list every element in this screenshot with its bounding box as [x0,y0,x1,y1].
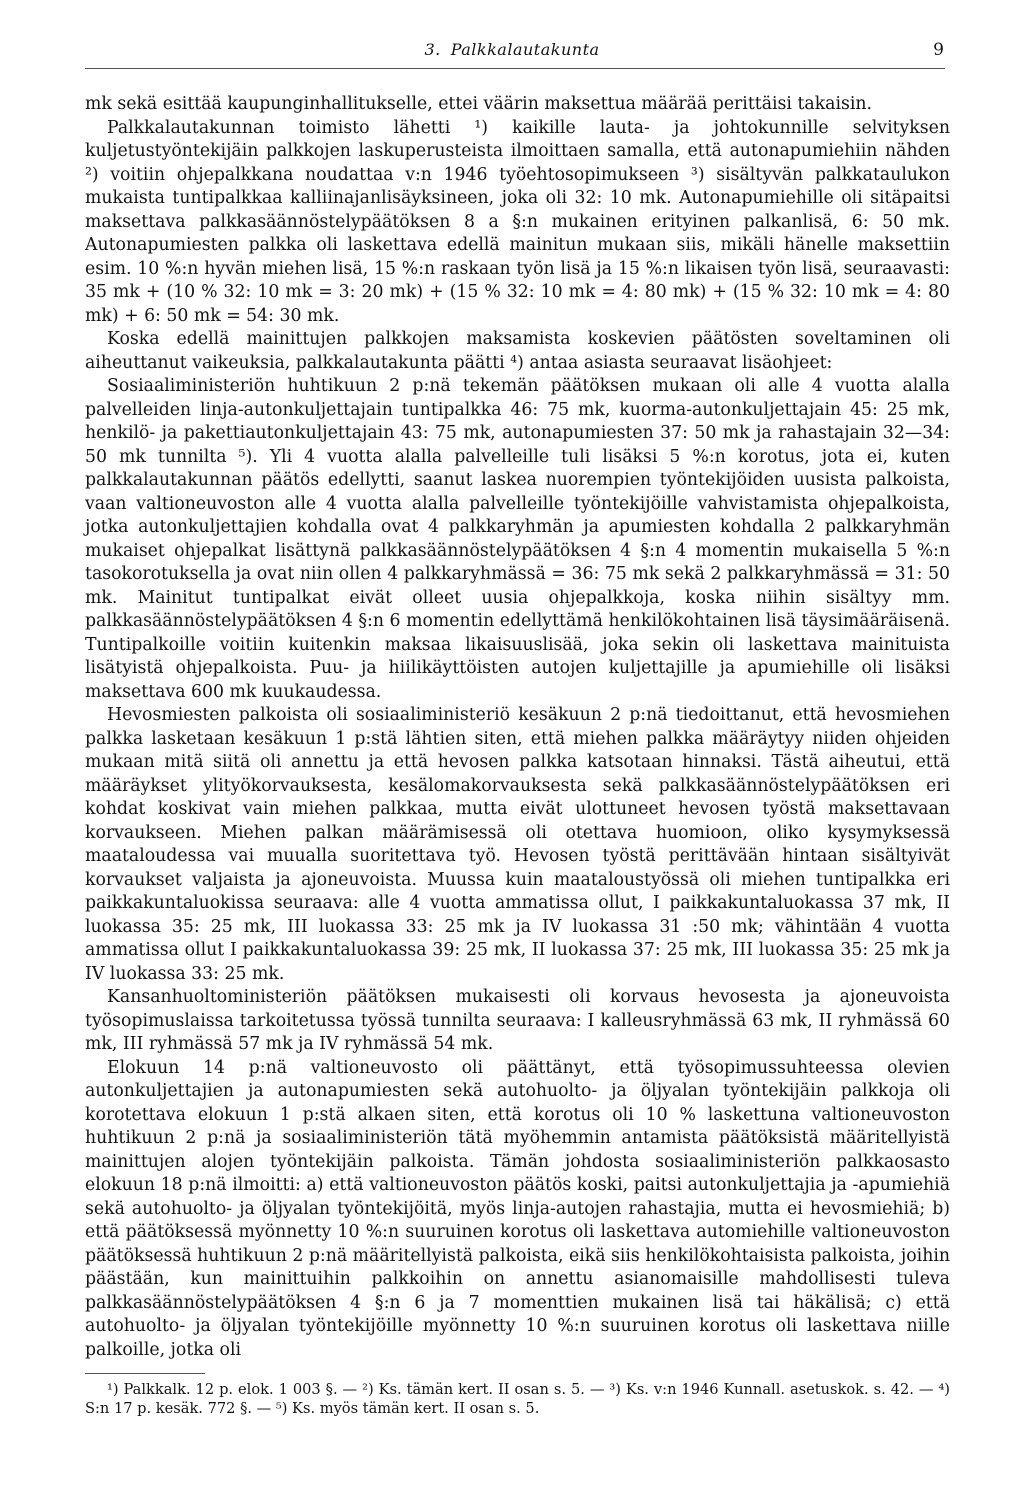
paragraph: Sosiaaliministeriön huhtikuun 2 p:nä tekemän päätöksen mukaan oli alle 4 vuotta alalla palvelleiden linja-autonkuljettajain tuntipalkka 46: 75 mk, kuorma-autonkuljettajain 45: 25 mk, henkilö- ja pakettiautonkuljettajain 43: 75 mk, autonapumiesten 37: 50 mk ja rahastajain 32—34: 50 mk tunnilta ⁵). Yli 4 vuotta alalla palvelleille tuli lisäksi 5 %:n korotus, jota ei, kuten palkkalautakunnan päätös edellytti, saanut laskea nuorempien työntekijöiden uusista palkoista, vaan valtioneuvoston alle 4 vuotta alalla palvelleille työntekijöille vahvistamista ohjepalkoista, jotka autonkuljettajien kohdalla ovat 4 palkkaryhmän ja apumiesten kohdalla 2 palkkaryhmän mukaiset ohjepalkat lisättynä palkkasäännöstelypäätöksen 4 §:n 4 momentin mukaisella 5 %:n tasokorotuksella ja ovat niin ollen 4 palkkaryhmässä = 36: 75 mk sekä 2 palkkaryhmässä = 31: 50 mk. Mainitut tuntipalkat eivät olleet uusia ohjepalkkoja, koska niihin sisältyy mm. palkkasäännöstelypäätöksen 4 §:n 6 momentin edellyttämä henkilökohtainen lisä täysimääräisenä. Tuntipalkoille voitiin kuitenkin maksaa likaisuuslisää, joka sekin oli laskettava mainituista lisätyistä ohjepalkoista. Puu- ja hiilikäyttöisten autojen kuljettajille ja apumiehille oli lisäksi maksettava 600 mk kuukaudessa. [85,376,950,702]
chapter-number: 3. [424,40,441,59]
paragraph: mk sekä esittää kaupunginhallitukselle, ettei väärin maksettua määrää perittäisi takaisin. [85,94,873,114]
body-text [85,93,950,1362]
paragraph: Kansanhuoltoministeriön päätöksen mukaisesti oli korvaus hevosesta ja ajoneuvoista työsopimuslaissa tarkoitetussa työssä tunnilta seuraava: I kalleusryhmässä 63 mk, II ryhmässä 60 mk, III ryhmässä 57 mk ja IV ryhmässä 54 mk. [85,987,950,1054]
footnote-text: ¹) Palkkalk. 12 p. elok. 1 003 §. — ²) Ks. tämän kert. II osan s. 5. — ³) Ks. v:n 1946 Kunnall. asetuskok. s. 42. — ⁴) S:n 17 p. kesäk. 772 §. — ⁵) Ks. myös tämän kert. II osan s. 5. [85,1381,950,1417]
paragraph: Hevosmiesten palkoista oli sosiaaliministeriö kesäkuun 2 p:nä tiedoittanut, että hevosmiehen palkka lasketaan kesäkuun 1 p:stä lähtien siten, että miehen palkka määräytyy niiden ohjeiden mukaan mitä siitä oli annettu ja että hevosen palkka katsotaan hinnaksi. Tästä aiheutui, että määräykset ylityökorvauksesta, kesälomakorvauksesta sekä palkkasäännöstelypäätöksen eri kohdat koskivat vain miehen palkkaa, mutta eivät ulottuneet hevosen työstä maksettavaan korvaukseen. Miehen palkan määrämisessä oli otettava huomioon, oliko kysymyksessä maataloudessa vai muualla suoritettava työ. Hevosen työstä perittävään hintaan sisältyivät korvaukset valjaista ja ajoneuvoista. Muussa kuin maataloustyössä oli miehen tuntipalkka eri paikkakuntaluokissa seuraava: alle 4 vuotta ammatissa ollut, I paikkakuntaluokassa 37 mk, II luokassa 35: 25 mk, III luokassa 33: 25 mk ja IV luokassa 31 :50 mk; vähintään 4 vuotta ammatissa ollut I paikkakuntaluokassa 39: 25 mk, II luokassa 37: 25 mk, III luokassa 35: 25 mk ja IV luokassa 33: 25 mk. [85,705,950,984]
header-rule [85,68,945,69]
running-header [0,40,1024,59]
chapter-title: Palkkalautakunta [450,40,600,59]
footnotes [85,1380,950,1418]
footnote-rule [85,1373,205,1374]
paragraph: Elokuun 14 p:nä valtioneuvosto oli päättänyt, että työsopimussuhteessa olevien autonkuljettajien ja autonapumiesten sekä autohuolto- ja öljyalan työntekijäin palkkoja oli korotettava elokuun 1 p:stä alkaen siten, että korotus oli 10 % laskettuna valtioneuvoston huhtikuun 2 p:nä ja sosiaaliministeriön tätä myöhemmin antamista päätöksistä määritellyistä mainittujen alojen työntekijäin palkoista. Tämän johdosta sosiaaliministeriön palkkaosasto elokuun 18 p:nä ilmoitti: a) että valtioneuvoston päätös koski, paitsi autonkuljettajia ja -apumiehiä sekä autohuolto- ja öljyalan työntekijöitä, myös linja-autojen rahastajia, mutta ei hevosmiehiä; b) että päätöksessä myönnetty 10 %:n suuruinen korotus oli laskettava automiehille valtioneuvoston päätöksessä huhtikuun 2 p:nä määritellyistä palkoista, eikä siis henkilökohtaisista palkoista, joihin päästään, kun mainittuihin palkkoihin on annettu asianomaisille mahdollisesti tuleva palkkasäännöstelypäätöksen 4 §:n 6 ja 7 momenttien mukainen lisä tai häkälisä; c) että autohuolto- ja öljyalan työntekijöille myönnetty 10 %:n suuruinen korotus oli laskettava niille palkoille, jotka oli [85,1057,950,1360]
paragraph: Palkkalautakunnan toimisto lähetti ¹) kaikille lauta- ja johtokunnille selvityksen kuljetustyöntekijäin palkkojen laskuperusteista ilmoittaen samalla, että autonapumiehiin nähden ²) voitiin ohjepalkkana noudattaa v:n 1946 työehtosopimukseen ³) sisältyvän palkkataulukon mukaista tuntipalkkaa kalliinajanlisäyksineen, joka oli 32: 10 mk. Autonapumiehille oli sitäpaitsi maksettava palkkasäännöstelypäätöksen 8 a §:n mukainen erityinen palkanlisä, 6: 50 mk. Autonapumiesten palkka oli laskettava edellä mainitun mukaan siis, mikäli hänelle maksettiin esim. 10 %:n hyvän miehen lisä, 15 %:n raskaan työn lisä ja 15 %:n likaisen työn lisä, seuraavasti: 35 mk + (10 % 32: 10 mk = 3: 20 mk) + (15 % 32: 10 mk = 4: 80 mk) + (15 % 32: 10 mk = 4: 80 mk) + 6: 50 mk = 54: 30 mk. [85,117,950,326]
paragraph: Koska edellä mainittujen palkkojen maksamista koskevien päätösten soveltaminen oli aiheuttanut vaikeuksia, palkkalautakunta päätti ⁴) antaa asiasta seuraavat lisäohjeet: [85,329,950,373]
page-number: 9 [933,40,944,60]
